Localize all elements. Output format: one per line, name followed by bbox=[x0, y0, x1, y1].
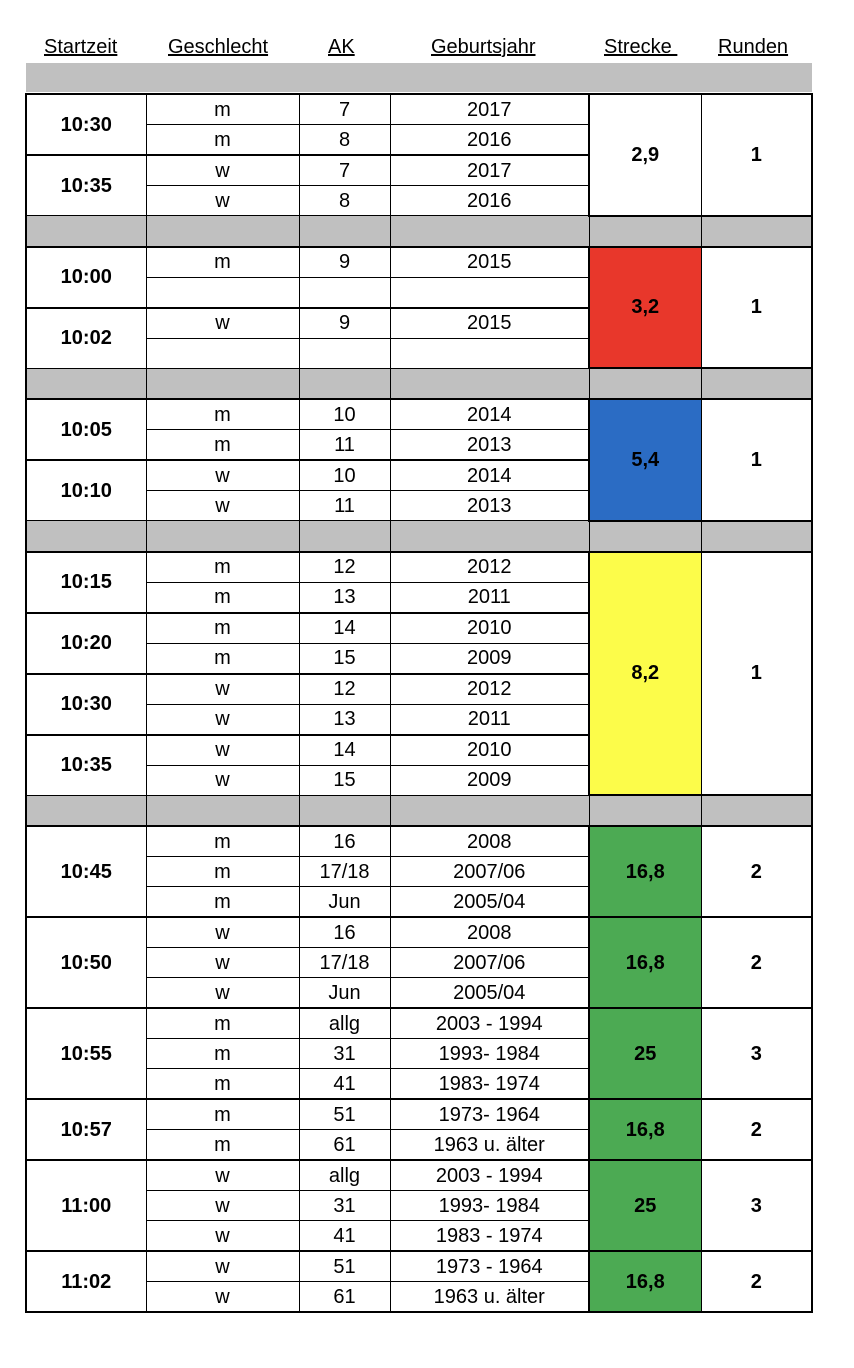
distance-cell: 8,2 bbox=[589, 552, 701, 796]
age-class-cell: 11 bbox=[299, 430, 390, 461]
start-time: 10:05 bbox=[26, 399, 146, 460]
birth-year-cell: 2013 bbox=[390, 491, 589, 521]
gender-cell: m bbox=[146, 1099, 299, 1130]
gender-cell: m bbox=[146, 94, 299, 125]
table-row bbox=[26, 1099, 812, 1130]
gender-cell: m bbox=[146, 1008, 299, 1039]
start-time: 10:35 bbox=[26, 155, 146, 216]
start-time: 10:00 bbox=[26, 247, 146, 308]
gender-cell bbox=[146, 338, 299, 368]
separator-cell bbox=[26, 521, 146, 552]
birth-year-cell: 2015 bbox=[390, 308, 589, 339]
separator-cell bbox=[26, 368, 146, 399]
column-headers bbox=[0, 36, 854, 64]
separator-cell bbox=[299, 368, 390, 399]
separator-cell bbox=[146, 216, 299, 247]
birth-year-cell: 1973 - 1964 bbox=[390, 1251, 589, 1282]
distance-cell: 3,2 bbox=[589, 247, 701, 369]
schedule-body bbox=[26, 94, 812, 1312]
laps-cell: 3 bbox=[701, 1160, 812, 1251]
distance-cell: 2,9 bbox=[589, 94, 701, 216]
separator-cell bbox=[589, 521, 701, 552]
header-geschlecht: Geschlecht bbox=[168, 36, 269, 58]
gender-cell: w bbox=[146, 308, 299, 339]
gender-cell: m bbox=[146, 643, 299, 674]
gender-cell: w bbox=[146, 917, 299, 948]
age-class-cell: 14 bbox=[299, 613, 390, 644]
age-class-cell: Jun bbox=[299, 978, 390, 1009]
age-class-cell bbox=[299, 277, 390, 308]
separator-cell bbox=[390, 795, 589, 826]
gender-cell: m bbox=[146, 613, 299, 644]
age-class-cell: 61 bbox=[299, 1282, 390, 1313]
gender-cell: m bbox=[146, 125, 299, 156]
age-class-cell: 13 bbox=[299, 582, 390, 613]
birth-year-cell: 2007/06 bbox=[390, 857, 589, 887]
birth-year-cell: 2011 bbox=[390, 704, 589, 735]
birth-year-cell: 1963 u. älter bbox=[390, 1130, 589, 1161]
laps-cell: 2 bbox=[701, 917, 812, 1008]
separator-cell bbox=[701, 216, 812, 247]
birth-year-cell: 2014 bbox=[390, 460, 589, 491]
gender-cell: m bbox=[146, 552, 299, 583]
age-class-cell: allg bbox=[299, 1160, 390, 1191]
birth-year-cell: 2009 bbox=[390, 643, 589, 674]
separator-cell bbox=[701, 368, 812, 399]
laps-cell: 1 bbox=[701, 247, 812, 369]
age-class-cell: 7 bbox=[299, 94, 390, 125]
table-row bbox=[26, 917, 812, 948]
separator-cell bbox=[146, 521, 299, 552]
table-row bbox=[26, 1251, 812, 1282]
distance-cell: 16,8 bbox=[589, 917, 701, 1008]
gender-cell: w bbox=[146, 704, 299, 735]
gender-cell: w bbox=[146, 155, 299, 186]
birth-year-cell: 2008 bbox=[390, 826, 589, 857]
laps-cell: 3 bbox=[701, 1008, 812, 1099]
separator-cell bbox=[26, 795, 146, 826]
table-row bbox=[26, 94, 812, 125]
birth-year-cell: 2016 bbox=[390, 125, 589, 156]
gender-cell: w bbox=[146, 460, 299, 491]
age-class-cell: 16 bbox=[299, 826, 390, 857]
age-class-cell: allg bbox=[299, 1008, 390, 1039]
birth-year-cell: 2009 bbox=[390, 765, 589, 795]
separator-cell bbox=[146, 368, 299, 399]
separator-cell bbox=[701, 521, 812, 552]
separator-cell bbox=[390, 521, 589, 552]
laps-cell: 2 bbox=[701, 1251, 812, 1312]
age-class-cell: 15 bbox=[299, 643, 390, 674]
start-time: 10:57 bbox=[26, 1099, 146, 1160]
laps-cell: 1 bbox=[701, 552, 812, 796]
birth-year-cell bbox=[390, 338, 589, 368]
start-time: 10:30 bbox=[26, 94, 146, 155]
distance-cell: 25 bbox=[589, 1160, 701, 1251]
birth-year-cell: 2012 bbox=[390, 552, 589, 583]
birth-year-cell: 2015 bbox=[390, 247, 589, 278]
header-strecke: Strecke bbox=[604, 36, 678, 58]
start-time: 10:55 bbox=[26, 1008, 146, 1099]
gender-cell: w bbox=[146, 1160, 299, 1191]
birth-year-cell bbox=[390, 277, 589, 308]
age-class-cell: 15 bbox=[299, 765, 390, 795]
start-time: 11:00 bbox=[26, 1160, 146, 1251]
age-class-cell: Jun bbox=[299, 887, 390, 918]
separator-cell bbox=[390, 216, 589, 247]
start-time: 10:50 bbox=[26, 917, 146, 1008]
gender-cell: m bbox=[146, 399, 299, 430]
separator-cell bbox=[589, 368, 701, 399]
header-runden: Runden bbox=[718, 36, 789, 58]
gender-cell: m bbox=[146, 1039, 299, 1069]
separator-row bbox=[26, 216, 812, 247]
separator-cell bbox=[299, 216, 390, 247]
separator-cell bbox=[299, 795, 390, 826]
header-separator-bar bbox=[26, 63, 812, 92]
birth-year-cell: 2016 bbox=[390, 186, 589, 216]
birth-year-cell: 1973- 1964 bbox=[390, 1099, 589, 1130]
separator-cell bbox=[589, 795, 701, 826]
table-row bbox=[26, 399, 812, 430]
birth-year-cell: 1993- 1984 bbox=[390, 1039, 589, 1069]
age-class-cell: 31 bbox=[299, 1191, 390, 1221]
gender-cell: m bbox=[146, 247, 299, 278]
age-class-cell: 17/18 bbox=[299, 948, 390, 978]
gender-cell: w bbox=[146, 491, 299, 521]
age-class-cell: 7 bbox=[299, 155, 390, 186]
gender-cell: m bbox=[146, 430, 299, 461]
gender-cell: m bbox=[146, 887, 299, 918]
age-class-cell: 8 bbox=[299, 125, 390, 156]
birth-year-cell: 2017 bbox=[390, 155, 589, 186]
birth-year-cell: 2003 - 1994 bbox=[390, 1008, 589, 1039]
age-class-cell: 31 bbox=[299, 1039, 390, 1069]
gender-cell: w bbox=[146, 1251, 299, 1282]
gender-cell: m bbox=[146, 1130, 299, 1161]
gender-cell: w bbox=[146, 765, 299, 795]
age-class-cell: 14 bbox=[299, 735, 390, 766]
table-row bbox=[26, 1160, 812, 1191]
start-time: 10:10 bbox=[26, 460, 146, 521]
start-time: 10:02 bbox=[26, 308, 146, 369]
laps-cell: 2 bbox=[701, 1099, 812, 1160]
start-time: 11:02 bbox=[26, 1251, 146, 1312]
table-row bbox=[26, 826, 812, 857]
gender-cell: m bbox=[146, 857, 299, 887]
gender-cell: w bbox=[146, 978, 299, 1009]
birth-year-cell: 2013 bbox=[390, 430, 589, 461]
birth-year-cell: 2011 bbox=[390, 582, 589, 613]
age-class-cell: 8 bbox=[299, 186, 390, 216]
separator-row bbox=[26, 368, 812, 399]
header-geburtsjahr: Geburtsjahr bbox=[431, 36, 536, 58]
birth-year-cell: 1983- 1974 bbox=[390, 1069, 589, 1100]
start-time: 10:20 bbox=[26, 613, 146, 674]
age-class-cell: 12 bbox=[299, 674, 390, 705]
table-row bbox=[26, 1008, 812, 1039]
age-class-cell: 13 bbox=[299, 704, 390, 735]
age-class-cell: 9 bbox=[299, 247, 390, 278]
gender-cell bbox=[146, 277, 299, 308]
separator-cell bbox=[26, 216, 146, 247]
gender-cell: w bbox=[146, 674, 299, 705]
birth-year-cell: 2010 bbox=[390, 735, 589, 766]
separator-cell bbox=[701, 795, 812, 826]
start-time: 10:35 bbox=[26, 735, 146, 796]
gender-cell: w bbox=[146, 1221, 299, 1252]
birth-year-cell: 1993- 1984 bbox=[390, 1191, 589, 1221]
table-row bbox=[26, 552, 812, 583]
age-class-cell bbox=[299, 338, 390, 368]
birth-year-cell: 1983 - 1974 bbox=[390, 1221, 589, 1252]
schedule-table bbox=[25, 93, 813, 1313]
distance-cell: 16,8 bbox=[589, 1251, 701, 1312]
table-row bbox=[26, 247, 812, 278]
separator-cell bbox=[589, 216, 701, 247]
distance-cell: 16,8 bbox=[589, 1099, 701, 1160]
distance-cell: 16,8 bbox=[589, 826, 701, 917]
header-ak: AK bbox=[328, 36, 355, 58]
age-class-cell: 16 bbox=[299, 917, 390, 948]
age-class-cell: 10 bbox=[299, 399, 390, 430]
gender-cell: w bbox=[146, 186, 299, 216]
gender-cell: w bbox=[146, 735, 299, 766]
birth-year-cell: 2008 bbox=[390, 917, 589, 948]
age-class-cell: 51 bbox=[299, 1099, 390, 1130]
separator-cell bbox=[299, 521, 390, 552]
separator-cell bbox=[146, 795, 299, 826]
start-time: 10:30 bbox=[26, 674, 146, 735]
age-class-cell: 11 bbox=[299, 491, 390, 521]
birth-year-cell: 2014 bbox=[390, 399, 589, 430]
birth-year-cell: 2005/04 bbox=[390, 887, 589, 918]
birth-year-cell: 2005/04 bbox=[390, 978, 589, 1009]
laps-cell: 2 bbox=[701, 826, 812, 917]
age-class-cell: 10 bbox=[299, 460, 390, 491]
gender-cell: w bbox=[146, 1282, 299, 1313]
birth-year-cell: 2017 bbox=[390, 94, 589, 125]
age-class-cell: 41 bbox=[299, 1069, 390, 1100]
birth-year-cell: 2007/06 bbox=[390, 948, 589, 978]
birth-year-cell: 2012 bbox=[390, 674, 589, 705]
age-class-cell: 12 bbox=[299, 552, 390, 583]
age-class-cell: 61 bbox=[299, 1130, 390, 1161]
gender-cell: m bbox=[146, 582, 299, 613]
age-class-cell: 51 bbox=[299, 1251, 390, 1282]
distance-cell: 5,4 bbox=[589, 399, 701, 521]
separator-cell bbox=[390, 368, 589, 399]
separator-row bbox=[26, 795, 812, 826]
birth-year-cell: 1963 u. älter bbox=[390, 1282, 589, 1313]
birth-year-cell: 2003 - 1994 bbox=[390, 1160, 589, 1191]
start-time: 10:15 bbox=[26, 552, 146, 613]
laps-cell: 1 bbox=[701, 399, 812, 521]
age-class-cell: 9 bbox=[299, 308, 390, 339]
gender-cell: m bbox=[146, 1069, 299, 1100]
gender-cell: w bbox=[146, 1191, 299, 1221]
gender-cell: m bbox=[146, 826, 299, 857]
gender-cell: w bbox=[146, 948, 299, 978]
separator-row bbox=[26, 521, 812, 552]
distance-cell: 25 bbox=[589, 1008, 701, 1099]
header-startzeit: Startzeit bbox=[44, 36, 118, 58]
laps-cell: 1 bbox=[701, 94, 812, 216]
start-time: 10:45 bbox=[26, 826, 146, 917]
birth-year-cell: 2010 bbox=[390, 613, 589, 644]
age-class-cell: 41 bbox=[299, 1221, 390, 1252]
age-class-cell: 17/18 bbox=[299, 857, 390, 887]
